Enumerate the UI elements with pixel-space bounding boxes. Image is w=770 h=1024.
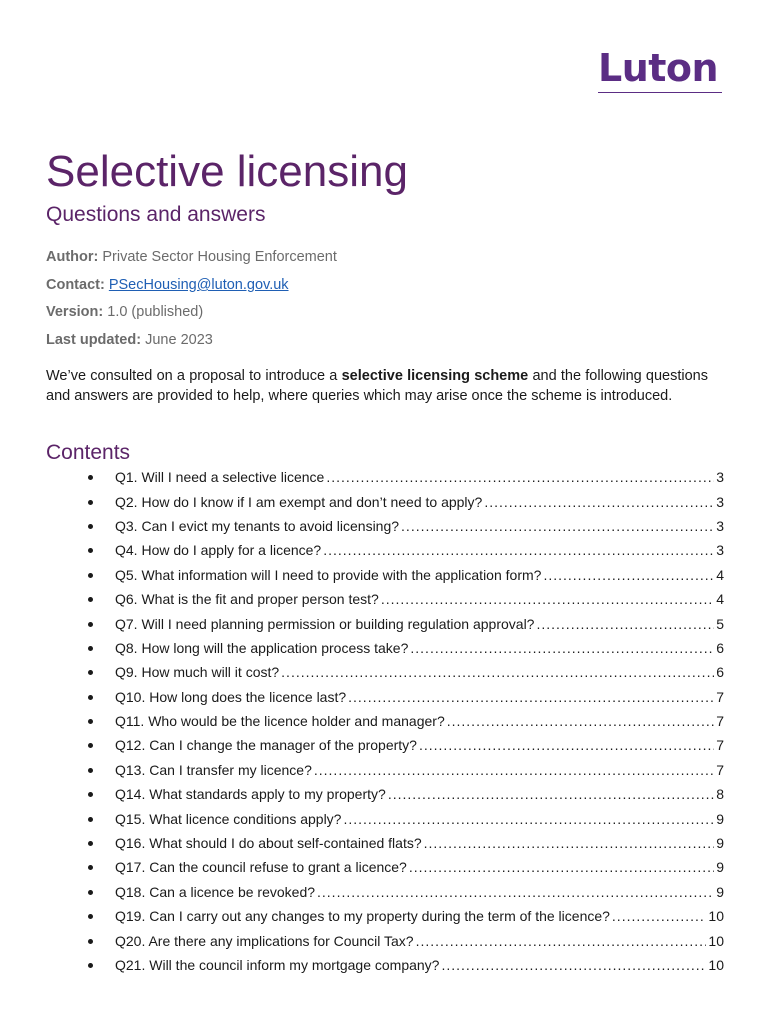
toc-item[interactable] [88,953,724,977]
toc-leader [348,689,714,705]
toc-leader [410,640,714,656]
contact-email-link[interactable]: PSecHousing@luton.gov.uk [108,277,289,293]
toc-leader [281,664,714,680]
toc-item[interactable] [88,514,724,538]
last-updated-label: Last updated: [46,332,142,348]
toc-page: 7 [716,688,724,705]
bullet-icon [88,768,93,773]
toc-question: Q15. What licence conditions apply? [115,810,342,827]
toc-leader [424,835,715,851]
toc-leader [416,933,707,949]
toc-item[interactable] [88,611,724,635]
toc-page: 6 [716,639,724,656]
toc-item[interactable] [88,782,724,806]
toc-item[interactable] [88,855,724,879]
toc-leader [612,908,707,924]
page-title: Selective licensing [46,147,408,196]
toc-page: 4 [716,566,724,583]
bullet-icon [88,622,93,627]
toc-item[interactable] [88,563,724,587]
toc-question: Q3. Can I evict my tenants to avoid licensing? [115,517,400,534]
bullet-icon [88,792,93,797]
toc-question: Q10. How long does the licence last? [115,688,347,705]
toc-item[interactable] [88,685,724,709]
toc-question: Q13. Can I transfer my licence? [115,761,312,778]
toc-leader [381,591,714,607]
toc-leader [388,786,714,802]
bullet-icon [88,890,93,895]
toc-page: 3 [716,517,724,534]
logo-underline [598,92,722,93]
toc-leader [326,469,714,485]
luton-logo [598,46,724,93]
toc-question: Q5. What information will I need to provide with the application form? [115,566,542,583]
contact-line [46,275,289,295]
bullet-icon [88,939,93,944]
toc-item[interactable] [88,758,724,782]
toc-question: Q16. What should I do about self-contained flats? [115,835,422,852]
toc-page: 3 [716,469,724,486]
bullet-icon [88,817,93,822]
intro-paragraph [46,366,708,406]
toc-page: 3 [716,542,724,559]
toc-question: Q19. Can I carry out any changes to my property during the term of the licence? [115,908,610,925]
toc-question: Q20. Are there any implications for Council Tax? [115,932,414,949]
version-value: 1.0 (published) [107,304,204,320]
bullet-icon [88,963,93,968]
intro-text-start: We’ve consulted on a proposal to introduce a [46,368,342,384]
author-label: Author: [46,249,99,265]
contents-heading: Contents [46,441,131,464]
toc-page: 4 [716,591,724,608]
toc-page: 10 [708,957,724,973]
toc-question: Q1. Will I need a selective licence [115,469,325,486]
toc-item[interactable] [88,880,724,904]
toc-leader [441,957,706,973]
toc-question: Q11. Who would be the licence holder and manager? [115,713,445,730]
toc-item[interactable] [88,831,724,855]
toc-page: 3 [716,493,724,510]
table-of-contents [88,465,724,977]
toc-item[interactable] [88,465,724,489]
toc-page: 7 [716,737,724,754]
bullet-icon [88,524,93,529]
toc-leader [419,737,714,753]
bullet-icon [88,743,93,748]
toc-item[interactable] [88,709,724,733]
toc-question: Q7. Will I need planning permission or building regulation approval? [115,615,535,632]
toc-leader [409,859,714,875]
toc-leader [536,616,714,632]
last-updated-value: June 2023 [145,332,213,348]
bullet-icon [88,841,93,846]
toc-leader [314,762,714,778]
toc-page: 6 [716,664,724,681]
toc-question: Q12. Can I change the manager of the property? [115,737,417,754]
bullet-icon [88,500,93,505]
bullet-icon [88,646,93,651]
bullet-icon [88,597,93,602]
toc-page: 10 [708,932,724,949]
author-value: Private Sector Housing Enforcement [102,249,337,265]
version-line [46,302,203,322]
toc-question: Q2. How do I know if I am exempt and don’t need to apply? [115,493,483,510]
bullet-icon [88,573,93,578]
toc-leader [447,713,714,729]
bullet-icon [88,548,93,553]
bullet-icon [88,865,93,870]
toc-question: Q9. How much will it cost? [115,664,280,681]
toc-item[interactable] [88,587,724,611]
toc-page: 10 [708,908,724,925]
toc-question: Q4. How do I apply for a licence? [115,542,322,559]
last-updated-line [46,330,213,350]
toc-question: Q14. What standards apply to my property? [115,786,386,803]
toc-page: 9 [716,859,724,876]
toc-item[interactable] [88,538,724,562]
toc-page: 5 [716,615,724,632]
toc-leader [323,542,714,558]
toc-item[interactable] [88,660,724,684]
bullet-icon [88,670,93,675]
toc-item[interactable] [88,636,724,660]
toc-leader [343,811,714,827]
toc-leader [401,518,714,534]
toc-page: 7 [716,761,724,778]
bullet-icon [88,719,93,724]
toc-page: 9 [716,883,724,900]
toc-leader [317,884,714,900]
page-subtitle: Questions and answers [46,203,266,226]
toc-item[interactable] [88,806,724,830]
bullet-icon [88,475,93,480]
toc-question: Q18. Can a licence be revoked? [115,883,316,900]
bullet-icon [88,914,93,919]
toc-item[interactable] [88,928,724,952]
contact-label: Contact: [46,277,105,293]
author-line [46,247,337,267]
toc-question: Q6. What is the fit and proper person test? [115,591,379,608]
version-label: Version: [46,304,104,320]
toc-question: Q21. Will the council inform my mortgage company? [115,957,440,973]
intro-bold-term: selective licensing scheme [341,368,529,384]
bullet-icon [88,695,93,700]
toc-page: 7 [716,713,724,730]
toc-question: Q17. Can the council refuse to grant a licence? [115,859,407,876]
toc-item[interactable] [88,489,724,513]
toc-page: 9 [716,835,724,852]
toc-item[interactable] [88,904,724,928]
toc-item[interactable] [88,733,724,757]
toc-page: 8 [716,786,724,803]
logo-text: Luton [598,46,719,90]
toc-page: 9 [716,810,724,827]
intro-text-end: and the following questions and answers are provided to help, where queries which may arise once the scheme is introduced. [46,368,709,404]
toc-leader [543,567,714,583]
toc-leader [484,494,714,510]
toc-question: Q8. How long will the application process take? [115,639,409,656]
